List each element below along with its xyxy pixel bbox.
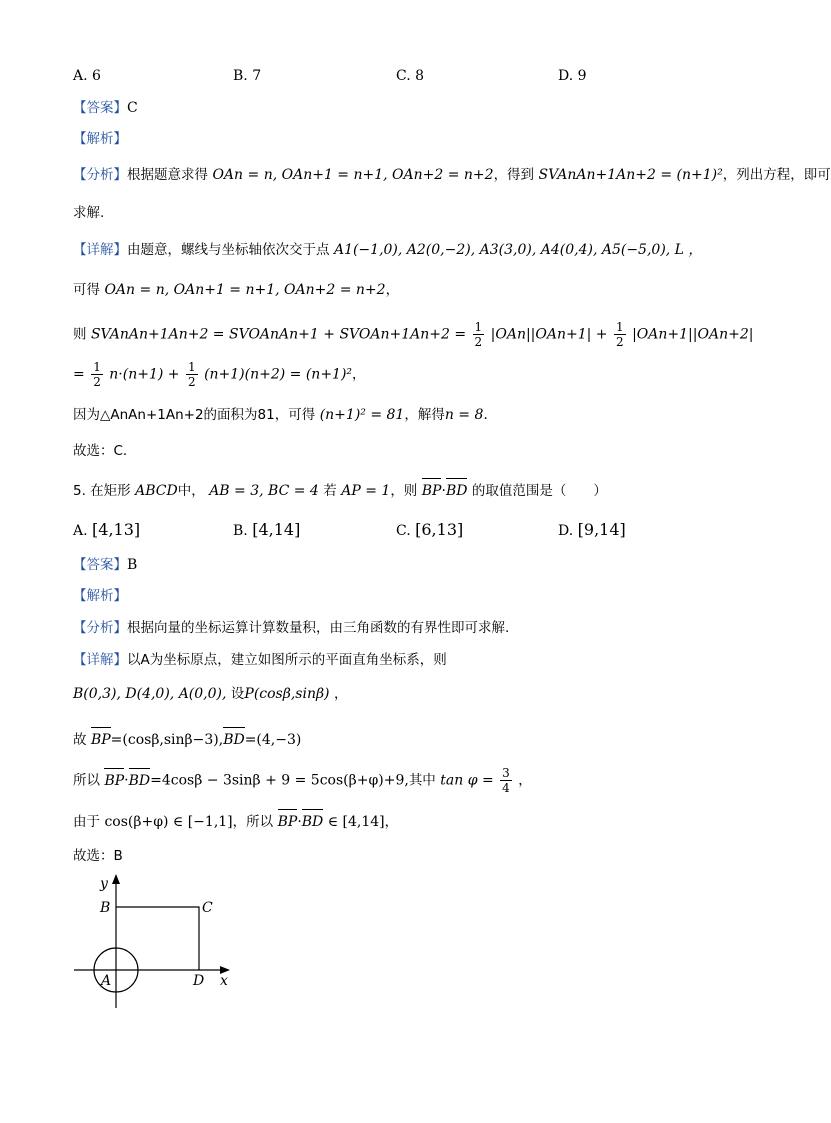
rectangle-abcd xyxy=(116,907,199,970)
text: 5. 在矩形 xyxy=(73,483,131,499)
q5-jiexi-line xyxy=(73,586,127,606)
q5-xiangjie-line xyxy=(73,650,447,670)
fenxi-tag: 【分析】 xyxy=(73,620,127,636)
text: 由于 xyxy=(73,814,100,830)
q4-option-b: B. 7 xyxy=(233,68,262,84)
text: 其中 xyxy=(408,772,436,789)
formula: SVAnAn+1An+2 = (n+1)² xyxy=(538,167,723,183)
text: 根据向量的坐标运算计算数量积，由三角函数的有界性即可求解. xyxy=(127,620,510,636)
formula: AB = 3, BC = 4 xyxy=(209,483,319,499)
q4-fenxi-line-2: 求解. xyxy=(73,205,105,221)
point-d-label: D xyxy=(193,973,205,989)
q5-xj-line-4 xyxy=(73,766,532,795)
text: 设 xyxy=(230,686,245,702)
q4-xiangjie-line xyxy=(73,240,702,260)
q4-xj-line-4 xyxy=(73,360,366,389)
formula: =4cosβ − 3sinβ + 9 = 5cos(β+φ)+9, xyxy=(150,772,409,789)
q5-stem xyxy=(73,477,607,501)
q5-option-b: B. [4,14] xyxy=(233,520,301,539)
formula: |OAn+1||OAn+2| xyxy=(632,326,754,343)
text: ， xyxy=(352,366,366,383)
formula: (n+1)(n+2) = (n+1)² xyxy=(204,366,353,383)
q5-fenxi-line xyxy=(73,618,509,638)
text: ， xyxy=(385,282,400,298)
text: 根据题意求得 xyxy=(127,167,208,183)
point-a-label: A xyxy=(101,973,112,989)
text: ，所以 xyxy=(232,814,274,830)
text: ，列出方程，即可 xyxy=(722,167,831,183)
vector-bd: BD xyxy=(302,808,324,832)
q4-xj-line-5 xyxy=(73,405,488,425)
formula: A1(−1,0), A2(0,−2), A3(3,0), A4(0,4), A5(−5,0), L ， xyxy=(333,242,703,258)
q5-answer: B xyxy=(127,557,138,573)
formula: n = 8 xyxy=(444,407,484,423)
q4-jiexi-line xyxy=(73,129,127,149)
text: 的取值范围是（ ） xyxy=(471,483,607,499)
point-b-label: B xyxy=(100,900,111,916)
q5-xj-line-3 xyxy=(73,726,301,750)
formula: =(4,−3) xyxy=(244,732,302,748)
text: 可得 xyxy=(73,282,100,298)
dot: · xyxy=(297,814,302,830)
vector-bp: BP xyxy=(104,767,124,791)
formula: n·(n+1) + xyxy=(109,366,184,383)
text: . xyxy=(483,407,488,423)
xiangjie-tag: 【详解】 xyxy=(73,652,127,668)
text: 由题意，螺线与坐标轴依次交于点 xyxy=(127,242,330,258)
text: 则 xyxy=(73,326,87,343)
text: ，则 xyxy=(390,483,418,499)
formula: (n+1)² = 81 xyxy=(319,407,405,423)
text: ， xyxy=(384,814,399,830)
q4-answer-line xyxy=(73,98,138,118)
q4-option-a: A. 6 xyxy=(73,68,101,84)
coordinate-figure xyxy=(66,870,246,1015)
formula: B(0,3), D(4,0), A(0,0), xyxy=(73,686,227,702)
formula: AP = 1 xyxy=(341,483,391,499)
answer-tag: 【答案】 xyxy=(73,557,127,573)
fraction-half: $\frac{1}{2}$ xyxy=(187,360,196,389)
text: 所以 xyxy=(73,772,100,789)
q5-answer-line xyxy=(73,555,137,575)
y-axis-label: y xyxy=(100,876,108,892)
formula: P(cosβ,sinβ) xyxy=(244,686,330,702)
xiangjie-tag: 【详解】 xyxy=(73,242,127,258)
text: 中， xyxy=(177,483,205,499)
fraction-half: $\frac{1}{2}$ xyxy=(474,320,483,349)
formula: = xyxy=(73,366,90,383)
text: 若 xyxy=(323,483,337,499)
answer-tag: 【答案】 xyxy=(73,100,127,116)
formula: SVAnAn+1An+2 = SVOAnAn+1 + SVOAn+1An+2 = xyxy=(90,326,471,343)
text: ，解得 xyxy=(404,407,445,423)
text: 故 xyxy=(73,732,87,748)
fraction-three-quarters: $\frac{3}{4}$ xyxy=(502,766,510,795)
formula: OAn = n, OAn+1 = n+1, OAn+2 = n+2 xyxy=(212,167,494,183)
text: ， xyxy=(518,772,532,789)
q4-fenxi-line xyxy=(73,165,831,185)
text: ，得到 xyxy=(493,167,535,183)
vector-bp: BP xyxy=(278,808,298,832)
q4-answer: C xyxy=(127,100,138,116)
vector-bp: BP xyxy=(422,477,442,501)
q4-conclusion: 故选：C. xyxy=(73,443,128,459)
formula: tan φ = xyxy=(440,772,499,789)
q5-xj-line-5 xyxy=(73,808,398,832)
formula: |OAn||OAn+1| + xyxy=(490,326,612,343)
q5-xj-line-2 xyxy=(73,684,347,704)
fenxi-tag: 【分析】 xyxy=(73,167,127,183)
formula: ∈ [4,14] xyxy=(327,814,385,830)
y-axis-arrow xyxy=(112,874,120,884)
formula: =(cosβ,sinβ−3), xyxy=(110,732,224,748)
q4-option-d: D. 9 xyxy=(558,68,587,84)
jiexi-tag: 【解析】 xyxy=(73,588,127,604)
vector-bp: BP xyxy=(91,726,111,750)
q5-option-c: C. [6,13] xyxy=(396,520,464,539)
vector-bd: BD xyxy=(446,477,468,501)
fraction-half: $\frac{1}{2}$ xyxy=(93,360,101,389)
q4-xj-line-2 xyxy=(73,280,399,300)
formula: OAn = n, OAn+1 = n+1, OAn+2 = n+2 xyxy=(104,282,386,298)
dot: · xyxy=(124,772,129,789)
fraction-half: $\frac{1}{2}$ xyxy=(616,320,624,349)
formula: cos(β+φ) ∈ [−1,1] xyxy=(104,814,233,830)
q4-option-c: C. 8 xyxy=(396,68,425,84)
dot: · xyxy=(441,483,446,499)
vector-bd: BD xyxy=(129,767,151,791)
point-c-label: C xyxy=(202,900,213,916)
x-axis-label: x xyxy=(220,973,228,989)
vector-bd: BD xyxy=(223,726,245,750)
text: 因为△AnAn+1An+2的面积为81，可得 xyxy=(73,407,316,423)
q4-xj-line-3 xyxy=(73,320,753,349)
q5-conclusion: 故选：B xyxy=(73,848,123,864)
text: 以A为坐标原点，建立如图所示的平面直角坐标系，则 xyxy=(127,652,447,668)
q5-option-d: D. [9,14] xyxy=(558,520,626,539)
formula: ABCD xyxy=(135,483,178,499)
jiexi-tag: 【解析】 xyxy=(73,131,127,147)
q5-option-a: A. [4,13] xyxy=(73,520,141,539)
text: ， xyxy=(333,686,348,702)
